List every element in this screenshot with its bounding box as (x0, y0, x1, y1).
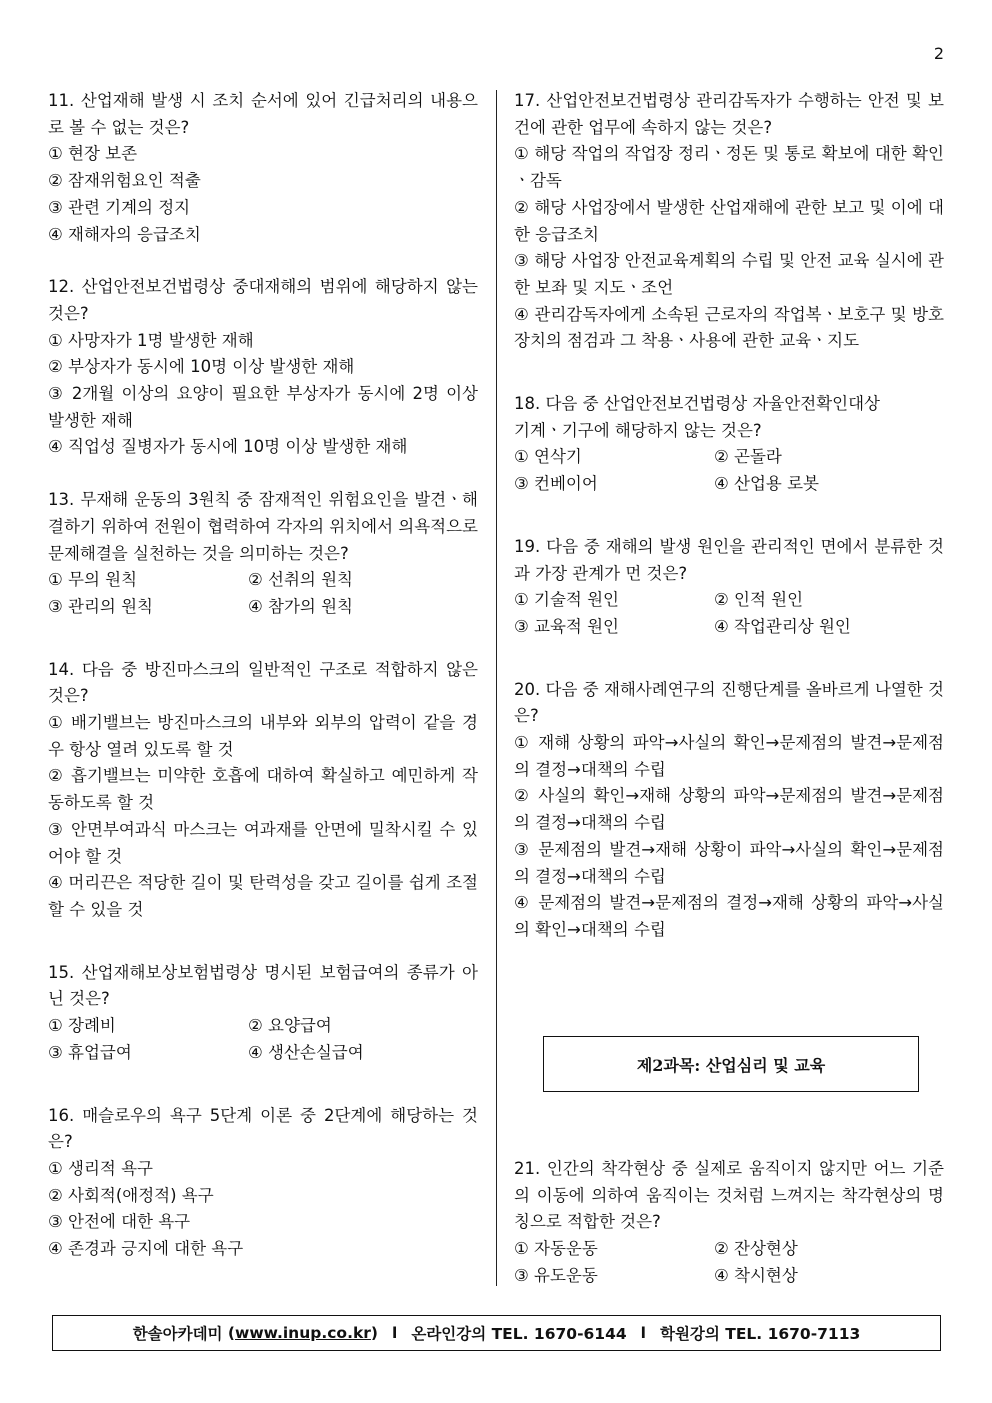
right-column (514, 88, 944, 944)
option: ① 기술적 원인 (514, 590, 619, 610)
option: ④ 문제점의 발견→문제점의 결정→재해 상황의 파악→사실의 확인→대책의 수립 (514, 893, 944, 939)
option: ④ 직업성 질병자가 동시에 10명 이상 발생한 재해 (48, 437, 408, 457)
option: ③ 안면부여과식 마스크는 여과재를 안면에 밀착시킬 수 있어야 할 것 (48, 819, 478, 866)
option: ③ 휴업급여 (48, 1042, 132, 1062)
option: ③ 문제점의 발견→재해 상황이 파악→사실의 확인→문제점의 결정→대책의 수립 (514, 839, 944, 886)
footer-separator: l (640, 1324, 646, 1342)
question-16 (48, 1103, 478, 1263)
page-number: 2 (933, 44, 944, 63)
left-column (48, 88, 478, 1263)
option: ② 잠재위험요인 적출 (48, 171, 201, 191)
option: ① 현장 보존 (48, 144, 138, 164)
option: ② 잔상현상 (714, 1239, 798, 1259)
option: ① 해당 작업의 작업장 정리ㆍ정돈 및 통로 확보에 대한 확인ㆍ감독 (514, 144, 944, 191)
question-text: 15. 산업재해보상보험법령상 명시된 보험급여의 종류가 아닌 것은? (48, 962, 478, 1009)
option: ③ 유도운동 (514, 1265, 598, 1285)
option: ③ 컨베이어 (514, 474, 598, 494)
option: ① 사망자가 1명 발생한 재해 (48, 330, 254, 350)
options-grid (514, 587, 944, 640)
footer-online: 온라인강의 TEL. 1670-6144 (411, 1325, 627, 1343)
section-title: 제2과목: 산업심리 및 교육 (543, 1036, 919, 1092)
options-grid (514, 444, 944, 497)
footer-academy: 한솔아카데미 (132, 1325, 223, 1343)
option: ② 인적 원인 (714, 590, 804, 610)
option: ③ 해당 사업장 안전교육계획의 수립 및 안전 교육 실시에 관한 보좌 및 지도ㆍ조언 (514, 251, 944, 297)
option: ③ 관리의 원칙 (48, 596, 153, 616)
question-text: 12. 산업안전보건법령상 중대재해의 범위에 해당하지 않는 것은? (48, 277, 478, 323)
question-text: 17. 산업안전보건법령상 관리감독자가 수행하는 안전 및 보건에 관한 업무에 속하지 않는 것은? (514, 91, 944, 137)
footer-paren-close: ) (370, 1324, 379, 1342)
footer-paren-open: ( (222, 1324, 236, 1342)
question-13 (48, 487, 478, 621)
question-14 (48, 657, 478, 924)
option: ① 무의 원칙 (48, 570, 138, 590)
option: ① 배기밸브는 방진마스크의 내부와 외부의 압력이 같을 경우 항상 열려 있도록 할 것 (48, 713, 478, 759)
footer-offline: 학원강의 TEL. 1670-7113 (659, 1325, 861, 1343)
question-text: 20. 다음 중 재해사례연구의 진행단계를 올바르게 나열한 것은? (514, 679, 944, 726)
option: ② 선취의 원칙 (248, 570, 353, 590)
option: ④ 생산손실급여 (248, 1042, 364, 1062)
footer-url-link[interactable]: www.inup.co.kr (235, 1324, 371, 1342)
options-grid (514, 1236, 944, 1289)
question-text: 11. 산업재해 발생 시 조치 순서에 있어 긴급처리의 내용으로 볼 수 없는 것은? (48, 91, 478, 137)
question-19 (514, 534, 944, 641)
option: ③ 교육적 원인 (514, 616, 619, 636)
option: ④ 재해자의 응급조치 (48, 224, 201, 244)
right-column-lower (514, 1156, 944, 1290)
option: ① 재해 상황의 파악→사실의 확인→문제점의 발견→문제점의 결정→대책의 수립 (514, 733, 944, 779)
question-text: 기계ㆍ기구에 해당하지 않는 것은? (514, 420, 762, 440)
option: ② 곤돌라 (714, 447, 782, 467)
option: ② 사실의 확인→재해 상황의 파악→문제점의 발견→문제점의 결정→대책의 수립 (514, 786, 944, 833)
question-17 (514, 88, 944, 355)
question-text: 19. 다음 중 재해의 발생 원인을 관리적인 면에서 분류한 것과 가장 관계가 먼 것은? (514, 536, 944, 583)
question-11 (48, 88, 478, 248)
option: ④ 관리감독자에게 소속된 근로자의 작업복ㆍ보호구 및 방호장치의 점검과 그 착용ㆍ사용에 관한 교육ㆍ지도 (514, 304, 944, 351)
option: ② 요양급여 (248, 1016, 332, 1036)
options-grid (48, 1013, 478, 1066)
option: ③ 관련 기계의 정지 (48, 197, 191, 217)
question-text: 14. 다음 중 방진마스크의 일반적인 구조로 적합하지 않은 것은? (48, 659, 478, 706)
option: ④ 존경과 긍지에 대한 욕구 (48, 1239, 244, 1259)
question-text: 21. 인간의 착각현상 중 실제로 움직이지 않지만 어느 기준의 이동에 의하여 움직이는 것처럼 느껴지는 착각현상의 명칭으로 적합한 것은? (514, 1159, 944, 1232)
footer (52, 1315, 941, 1351)
options-grid (48, 567, 478, 620)
option: ② 흡기밸브는 미약한 호흡에 대하여 확실하고 예민하게 작동하도록 할 것 (48, 766, 478, 813)
option: ③ 2개월 이상의 요양이 필요한 부상자가 동시에 2명 이상 발생한 재해 (48, 384, 478, 430)
option: ④ 착시현상 (714, 1265, 798, 1285)
question-20 (514, 677, 944, 944)
question-text: 18. 다음 중 산업안전보건법령상 자율안전확인대상 (514, 394, 880, 414)
option: ④ 참가의 원칙 (248, 596, 353, 616)
option: ① 자동운동 (514, 1239, 598, 1259)
question-text: 13. 무재해 운동의 3원칙 중 잠재적인 위험요인을 발견ㆍ해결하기 위하여 전원이 협력하여 각자의 위치에서 의욕적으로 문제해결을 실천하는 것을 의미하는 것은? (48, 490, 478, 563)
option: ② 사회적(애정적) 욕구 (48, 1185, 214, 1205)
question-21 (514, 1156, 944, 1290)
option: ④ 작업관리상 원인 (714, 616, 851, 636)
footer-separator: l (392, 1324, 398, 1342)
option: ② 부상자가 동시에 10명 이상 발생한 재해 (48, 357, 355, 377)
option: ① 생리적 욕구 (48, 1158, 153, 1178)
question-12 (48, 274, 478, 461)
question-text: 16. 매슬로우의 욕구 5단계 이론 중 2단계에 해당하는 것은? (48, 1105, 478, 1152)
option: ④ 산업용 로봇 (714, 474, 819, 494)
option: ① 장례비 (48, 1016, 116, 1036)
option: ① 연삭기 (514, 447, 582, 467)
column-divider (496, 90, 497, 1286)
option: ② 해당 사업장에서 발생한 산업재해에 관한 보고 및 이에 대한 응급조치 (514, 197, 944, 244)
question-15 (48, 960, 478, 1067)
question-18 (514, 391, 944, 498)
option: ③ 안전에 대한 욕구 (48, 1212, 191, 1232)
option: ④ 머리끈은 적당한 길이 및 탄력성을 갖고 길이를 쉽게 조절할 수 있을 것 (48, 873, 478, 919)
